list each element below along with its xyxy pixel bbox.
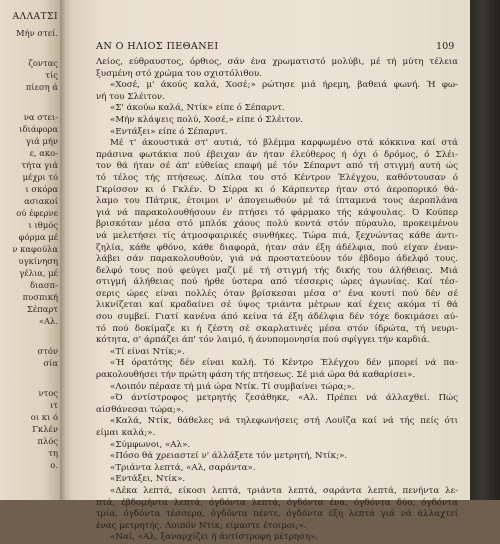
text-line: γιά νά παρακολουθήσουν έν πτήσει τό φάρμακο τής κάψουλας. Ό Κούπερ	[96, 207, 458, 218]
left-text-fragment: ντος	[38, 388, 58, 398]
text-line: τό πού δοκίμαζε κι ή ζέστη σέ σκαρλατινές μέσα στόν ίδρώτα, τή νευρι-	[96, 323, 458, 334]
text-line: σερις ώρες είναι πολλές όταν βρίσκεσαι μέσα σ' ένα κουτί πού δέν σέ	[96, 288, 458, 299]
left-text-fragment: ιδιάφορα	[19, 124, 58, 134]
left-text-fragment: Μήν στεί.	[16, 28, 58, 38]
text-line: Λείος, εύθραυστος, όρθιος, σάν ένα χρωματιστό μολύβι, μέ τή μύτη τέλεια	[96, 57, 458, 67]
left-text-fragment: στόν	[37, 346, 58, 356]
body-text	[96, 57, 458, 544]
book-cover-edge	[470, 0, 500, 500]
left-text-fragment: πίεση ά	[25, 82, 58, 92]
text-line: «Εντάξει» είπε ό Σέπαρντ.	[110, 126, 228, 137]
text-line: «Μήν κλάψεις πολύ, Χοσέ,» είπε ό Σλέιτον.	[110, 114, 304, 125]
left-text-fragment: ι ιθμός	[28, 220, 58, 230]
left-text-fragment: διασπ-	[29, 280, 58, 290]
left-text-fragment: ού έφερνε	[16, 208, 58, 218]
running-head: ΑΝ Ο ΗΛΙΟΣ ΠΕΘΑΝΕΙ	[96, 41, 219, 52]
left-text-fragment: φόρμα μέ	[18, 232, 58, 242]
left-text-fragment: Γκλέν	[32, 424, 58, 434]
text-line: κότητα, σ' άρπάζει άπ' τόν λαιμό, ή άνυπομονησία πού σφίγγει τήν καρδιά.	[96, 335, 430, 346]
left-text-fragment: υγκίνηση	[18, 256, 58, 266]
text-line: ξυσμένη στό χρώμα του σχιστόλιθου.	[96, 68, 262, 79]
text-line: «Δέκα λεπτά, είκοσι λεπτά, τριάντα λεπτά, σαράντα λεπτά, πενήντα λε-	[110, 485, 458, 496]
left-text-fragment: ι σκόρα	[25, 184, 58, 194]
text-line: «Ό άντίστροφος μετρητής ζεσάθηκε, «Αλ. Πρέπει νά άλλαχθεί. Πώς	[110, 393, 458, 404]
left-text-fragment: ιτ	[50, 400, 58, 410]
left-text-fragment: πλός	[37, 436, 58, 446]
text-line: ζηλία, κάθε φθόνο, κάθε διαφορά, ήταν σάν έξη άδέλφια, πού είχαν έναν-	[96, 242, 458, 253]
left-text-fragment: ζοντας	[28, 58, 58, 68]
text-line: τον θά ήταν σέ άπ' εύθείας επαφή μέ τόν Σέπαρντ από τή στιγμή αυτή ώς	[96, 161, 458, 172]
text-line: σου συμβεί. Γιατί κανένα άπό κείνα τά έξη άδέλφια δέν τόχε δοκιμάσει αύ-	[96, 312, 458, 323]
text-line: αίσθάνεσαι τώρα;».	[96, 404, 184, 415]
text-line: «Τριάντα λεπτά, «Αλ, σαράντα».	[110, 462, 256, 473]
left-text-fragment: ασιακοί	[24, 196, 58, 206]
text-line: πτά, έβδομήντα λεπτά, όγδόντα λεπτά, όγδόντα ένα, όγδόντα δύο, όγδόντα	[96, 497, 458, 508]
text-line: «Χοσέ, μ' άκούς καλά, Χοσέ;» ρώτησε μιά ήρεμη, βαθειά φωνή. Ή φω-	[110, 80, 458, 91]
text-line: «Ναί, «Αλ, ξαναρχίζει ή άντίστροφη μέτρηση».	[110, 532, 319, 543]
left-running-head: ΑΛΛΑΤΣΙ	[12, 12, 58, 22]
left-text-fragment: Σέπαρτ	[27, 304, 58, 314]
text-line: τρία, όγδόντα τέσσερα, όγδόντα πέντε, όγδόντα έξη λεπτά γιά νά άλλαχτεί	[96, 509, 458, 520]
left-text-fragment: τίς	[45, 70, 58, 80]
text-line: στιγμή άλήθειας πού ήρθε ύστερα από τέσσερις ώρες άγωνίας. Καί τέσ-	[96, 277, 458, 288]
text-line: λικνίζεται καί κραδαίνει σέ ύψος τριάντα μέτρων καί έχεις ακόμα τί θά	[96, 300, 458, 311]
page-number: 109	[436, 41, 455, 52]
text-line: νά μελετήσει τίς άτμοσφαιρικές συνθήκες. Τώρα πιά, ξεχνώντας κάθε άντι-	[96, 230, 458, 241]
text-line: «Ή όρατότης δέν είναι καλή. Τό Κέντρο Έλέγχου δέν μπορεί νά πα-	[110, 358, 458, 369]
text-line: ένας μετρητής. Λοιπόν Ντίκ; είμαστε έτοιμοι;».	[96, 520, 307, 531]
left-text-fragment: τήτα γιά	[21, 160, 58, 170]
text-line: βρισκόταν μέσα στό μπλόκ χάους πολύ κοντά στόν πύραυλο, προκειμένου	[96, 219, 458, 230]
text-line: «Τί είναι Ντίκ;».	[110, 346, 185, 357]
left-text-fragment: ν καφούλα	[12, 244, 58, 254]
left-page	[0, 0, 62, 500]
left-text-fragment: σία	[43, 358, 58, 368]
text-line: ρακολουθήσει τήν πρώτη φάση τής πτήσεως. Σέ μιά ώρα θά καθαρίσει».	[96, 370, 416, 381]
text-line: «Λοιπόν πέρασε τή μιά ώρα Ντίκ. Τί συμβαίνει τώρα;».	[110, 381, 355, 392]
text-line: πράσινα φωτάκια πού έβειχαν άν ήταν έλεύθερος ή όχι ό δρόμος, ό Σλέι-	[96, 149, 458, 160]
text-line: «Σύμφωνοι, «Αλ».	[110, 439, 191, 450]
left-text-fragment: γιά μήν	[25, 136, 58, 146]
left-text-fragment: ε, ακο-	[29, 148, 58, 158]
text-line: «Εντάξει, Ντίκ».	[110, 474, 186, 485]
text-line: Μέ τ' άκουστικά στ' αυτιά, τό βλέμμα καρφωμένο στά κόκκινα καί στά	[110, 138, 458, 149]
text-line: νή του Σλέιτον.	[96, 91, 165, 102]
left-text-fragment: «Αλ.	[38, 316, 58, 326]
text-line: τό τέλος τής πτήσεως. Δίπλα του στό Κέντρον Έλέγχου, καθόντουσαν ό	[96, 172, 458, 183]
text-line: είμαι καλά;».	[96, 428, 156, 438]
text-line: λάβει σάν παρακολουθούν, γιά νά προστατεύουν τόν έβδομο άδελφό τους.	[96, 254, 458, 265]
left-text-fragment: τη	[48, 448, 58, 458]
text-line: δελφό τους πού φεύγει μαζί μέ τή στιγμή τής δικής του άλήθειας. Μιά	[96, 265, 458, 276]
text-line: λαμο του Πάτρικ, έτοιμοι ν' άπογειωθούν μέ τά ίπταμενά τους άεροπλάνα	[96, 196, 458, 207]
left-text-fragment: γέλια, μέ	[19, 268, 58, 278]
left-text-fragment: πυσπική	[22, 292, 58, 302]
text-line: Γκρίσσον κι ό Γκλέν. Ό Σίρρα κι ό Κάρπεντερ ήταν στό άεροπορικό θά-	[96, 184, 458, 195]
left-text-fragment: οι κι ό	[30, 412, 58, 422]
left-text-fragment: ο.	[50, 460, 58, 470]
text-line: «Καλά, Ντίκ, θάθελες νά τηλεφωνήσεις στή Λουΐζα καί νά τής πείς ότι	[110, 416, 458, 427]
text-line: «Σ' άκούω καλά, Ντίκ» είπε ό Σέπαρντ.	[110, 103, 285, 114]
left-text-fragment: μέχρι τό	[22, 172, 58, 182]
left-text-fragment: να στει-	[23, 112, 58, 122]
text-line: «Πόσο θά χρειαστεί ν' άλλάξετε τόν μετρητή, Ντίκ;».	[110, 451, 348, 462]
